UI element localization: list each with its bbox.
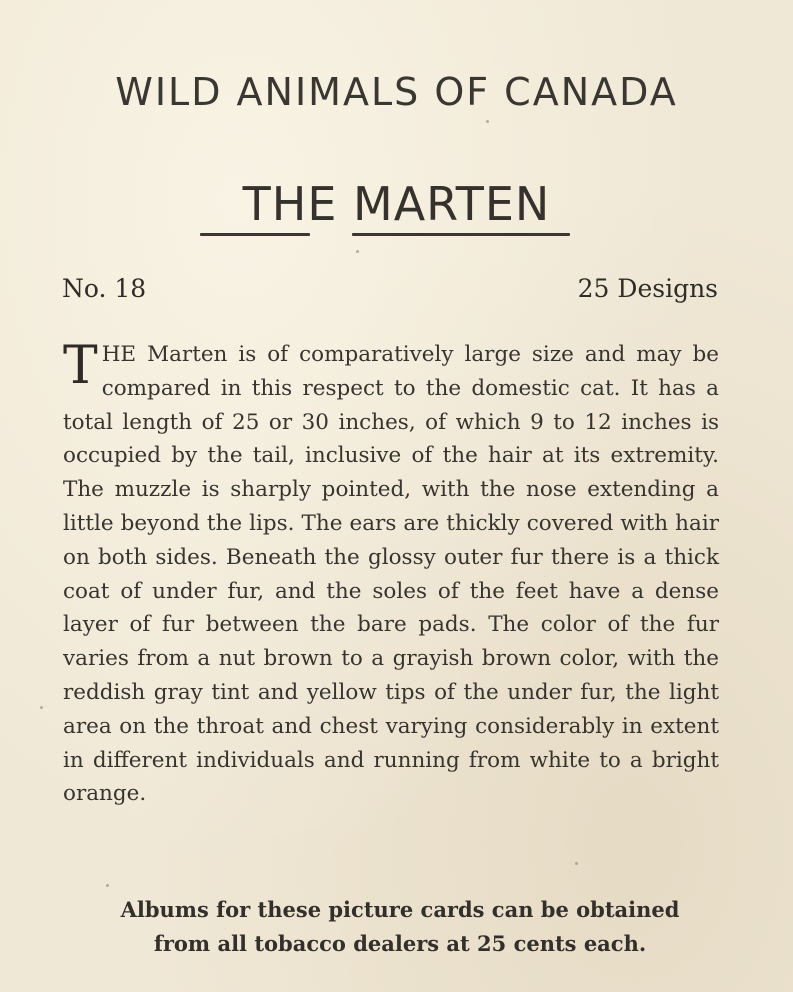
album-offer-line-1: Albums for these picture cards can be obtained: [120, 897, 680, 922]
paper-speck: [575, 862, 578, 865]
card-meta-row: [62, 274, 718, 303]
title-underline-right: [352, 233, 570, 236]
title-underline-left: [200, 233, 310, 236]
description-paragraph: [63, 338, 719, 811]
paper-speck: [356, 250, 359, 253]
paper-speck: [106, 884, 109, 887]
album-offer-line-2: from all tobacco dealers at 25 cents each.: [153, 931, 647, 956]
paper-speck: [40, 706, 43, 709]
design-count: 25 Designs: [577, 274, 718, 303]
album-offer-note: [60, 893, 740, 961]
paper-speck: [486, 120, 489, 123]
card-title: THE MARTEN: [242, 177, 551, 231]
description-text: HE Marten is of comparatively large size and may be compared in this respect to the domestic cat. It has a total length of 25 or 30 inches, of which 9 to 12 inches is occupied by the tail, inclusive of the hair at its extremity. The muzzle is sharply pointed, with the nose extending a little beyond the lips. The ears are thickly covered with hair on both sides. Beneath the glossy outer fur there is a thick coat of under fur, and the soles of the feet have a dense layer of fur between the bare pads. The color of the fur varies from a nut brown to a grayish brown color, with the reddish gray tint and yellow tips of the under fur, the light area on the throat and chest varying considerably in extent in different individuals and running from white to a bright orange.: [63, 342, 719, 807]
series-title: WILD ANIMALS OF CANADA: [115, 70, 678, 114]
card-number: No. 18: [62, 274, 147, 303]
drop-cap: T: [63, 336, 98, 396]
